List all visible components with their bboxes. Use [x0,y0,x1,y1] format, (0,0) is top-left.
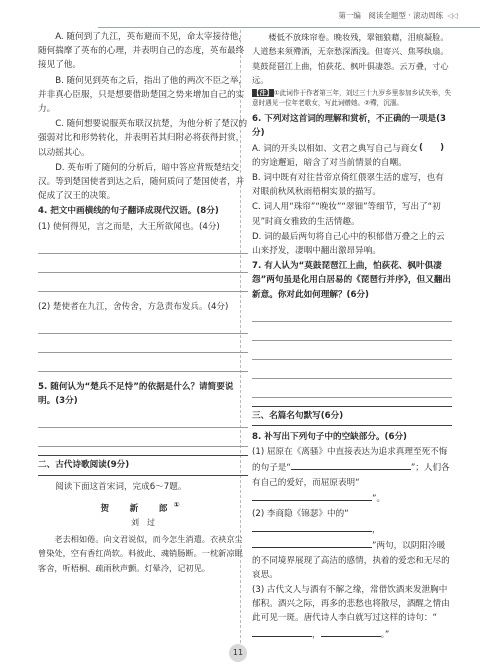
left-column [38,30,248,576]
fill-blank[interactable] [252,537,372,548]
answer-line[interactable] [252,360,452,379]
answer-line[interactable] [38,273,248,292]
q8-item-1: (1) 屈原在《离骚》中直接表达为追求真理至死不悔的句子是“ ”；人们各有自己的爱好，而屈原表明“”。 [252,447,450,504]
page-header [338,10,458,21]
right-column [252,30,452,643]
arrows-icon: ◁◁· [447,11,458,20]
answer-line[interactable] [38,353,248,372]
section-2-heading: 二、古代诗歌阅读(9分) [38,455,248,475]
q6-option-b: B. 词中既有对往昔帝京倚红偎翠生活的虚写，也有对眼前秋风秋雨梧桐实景的描写。 [252,173,444,198]
answer-line[interactable] [252,303,452,322]
question-5: 5. 随何认为“楚兵不足恃”的依据是什么？请简要说明。(3分) [38,382,234,407]
poem-note-mark: ① [173,499,186,509]
note-tag: 【注】 [253,89,273,98]
q6-option-c: C. 词人用“珠帘”“晚妆”“翠钿”等细节，写出了“初见”时商女雅致的生活情趣。 [252,202,441,227]
fill-blank[interactable] [252,521,372,532]
option-c: C. 随何想要说服英布联汉抗楚，为他分析了楚汉的强弱对比和形势转化，并表明若其归附必将获得封赏，以动摇其心。 [38,119,248,158]
answer-line[interactable] [38,235,248,254]
poem-note [252,89,452,108]
answer-parentheses[interactable]: ( ) [418,142,444,153]
question-6: 6. 下列对这首词的理解和赏析，不正确的一项是(3分) ( ) [252,112,452,140]
fill-blank[interactable] [291,459,411,470]
header-rule [98,27,480,28]
question-8: 8. 补写出下列句子中的空缺部分。(6分) [252,432,407,443]
q8-item-2: (2) 李商隐《锦瑟》中的“，”两句，以阴阳冷暖的不同境界展现了高洁的感情，执着的爱恋和无尽的哀思。 [252,509,450,580]
poem-author: 刘 过 [131,517,155,527]
option-b: B. 随何见到英布之后，指出了他的两次不臣之举，并非真心臣服，只是想要借助楚国之势来增加自己的实力。 [38,75,248,115]
answer-line[interactable] [38,315,248,334]
question-7: 7. 有人认为“莫鼓琵琶江上曲，怕荻花、枫叶俱凄怨”两句虽是化用白居易的《琵琶行并序》，但又翻出新意。你对此如何理解？(6分) [252,261,452,300]
answer-line[interactable] [38,334,248,353]
note-text: ①此词作于作者第三年，刘过三十九岁乡里参加乡试失举，失意时遇见一位年老歌女，写此词赠她。②殢，沉湎。 [252,89,452,107]
question-4-2: (2) 楚使者在九江，舍传舍，方急责布发兵。(4分) [38,301,229,312]
fill-blank[interactable] [321,626,381,637]
page-number: 11 [229,644,247,662]
option-d: D. 英布听了随何的分析后，暗中答应背叛楚结交汉。等到楚国使者到达之后，随何质问了楚国使者，并促成了汉王的决策。 [38,162,245,202]
q8-item-3: (3) 古代文人与酒有不解之缘，常借饮酒来发泄胸中郁积。酒兴之际，再多的悲愁也将散尽，酒醒之情由此可见一斑。唐代诗人李白就写过这样的诗句：“， 。” [252,585,450,640]
fill-blank[interactable] [252,626,312,637]
section-2-intro: 阅读下面这首宋词，完成6～7题。 [55,481,187,492]
poem-body: 老去相如倦。向文君说似，而今怎生消遣。衣袂京尘曾染处，空有香红尚软。料彼此、魂销肠断。一枕新凉眠客舍，听梧桐、疏雨秋声颤。灯晕冷，记初见。 [38,534,243,573]
question-4-1: (1) 使何得见，言之而是，大王所欲闻也。(4分) [38,221,220,232]
poem-title: 贺 新 郎① [100,499,186,514]
q6-option-d: D. 词的最后两句将自己心中的积郁借万叠之上的云山来抒发，凄咽中翻出激昂异响。 [252,231,445,257]
question-4: 4. 把文中画横线的句子翻译成现代汉语。(8分) [38,206,219,217]
q6-option-a: A. 词的开头以相如、文君之典写自己与商女的穷途邂逅，暗含了对当前情景的自嘲。 [252,143,418,168]
answer-line[interactable] [252,341,452,360]
option-a: A. 随何到了九江，英布避而不见，命太宰接待他，随何揣摩了英布的心理，并表明自己的态度，英布最终接见了他。 [38,32,247,71]
answer-line[interactable] [38,409,248,428]
section-3-heading: 三、名篇名句默写(6分) [252,406,452,426]
answer-line[interactable] [252,322,452,341]
fill-blank[interactable] [252,490,372,501]
answer-line[interactable] [38,254,248,273]
answer-line[interactable] [38,428,248,447]
answer-line[interactable] [252,379,452,398]
poem-continuation: 楼低不放珠帘卷。晚妆残，翠钿狼藉，泪痕凝脸。人道愁来须殢酒，无奈愁深酒浅。但寄兴、焦琴纨扇。莫鼓琵琶江上曲，怕荻花、枫叶俱凄怨。云万叠，寸心远。 [252,32,449,85]
header-title: 第一编 阅读全题型 · 滚动周练 [338,11,444,20]
